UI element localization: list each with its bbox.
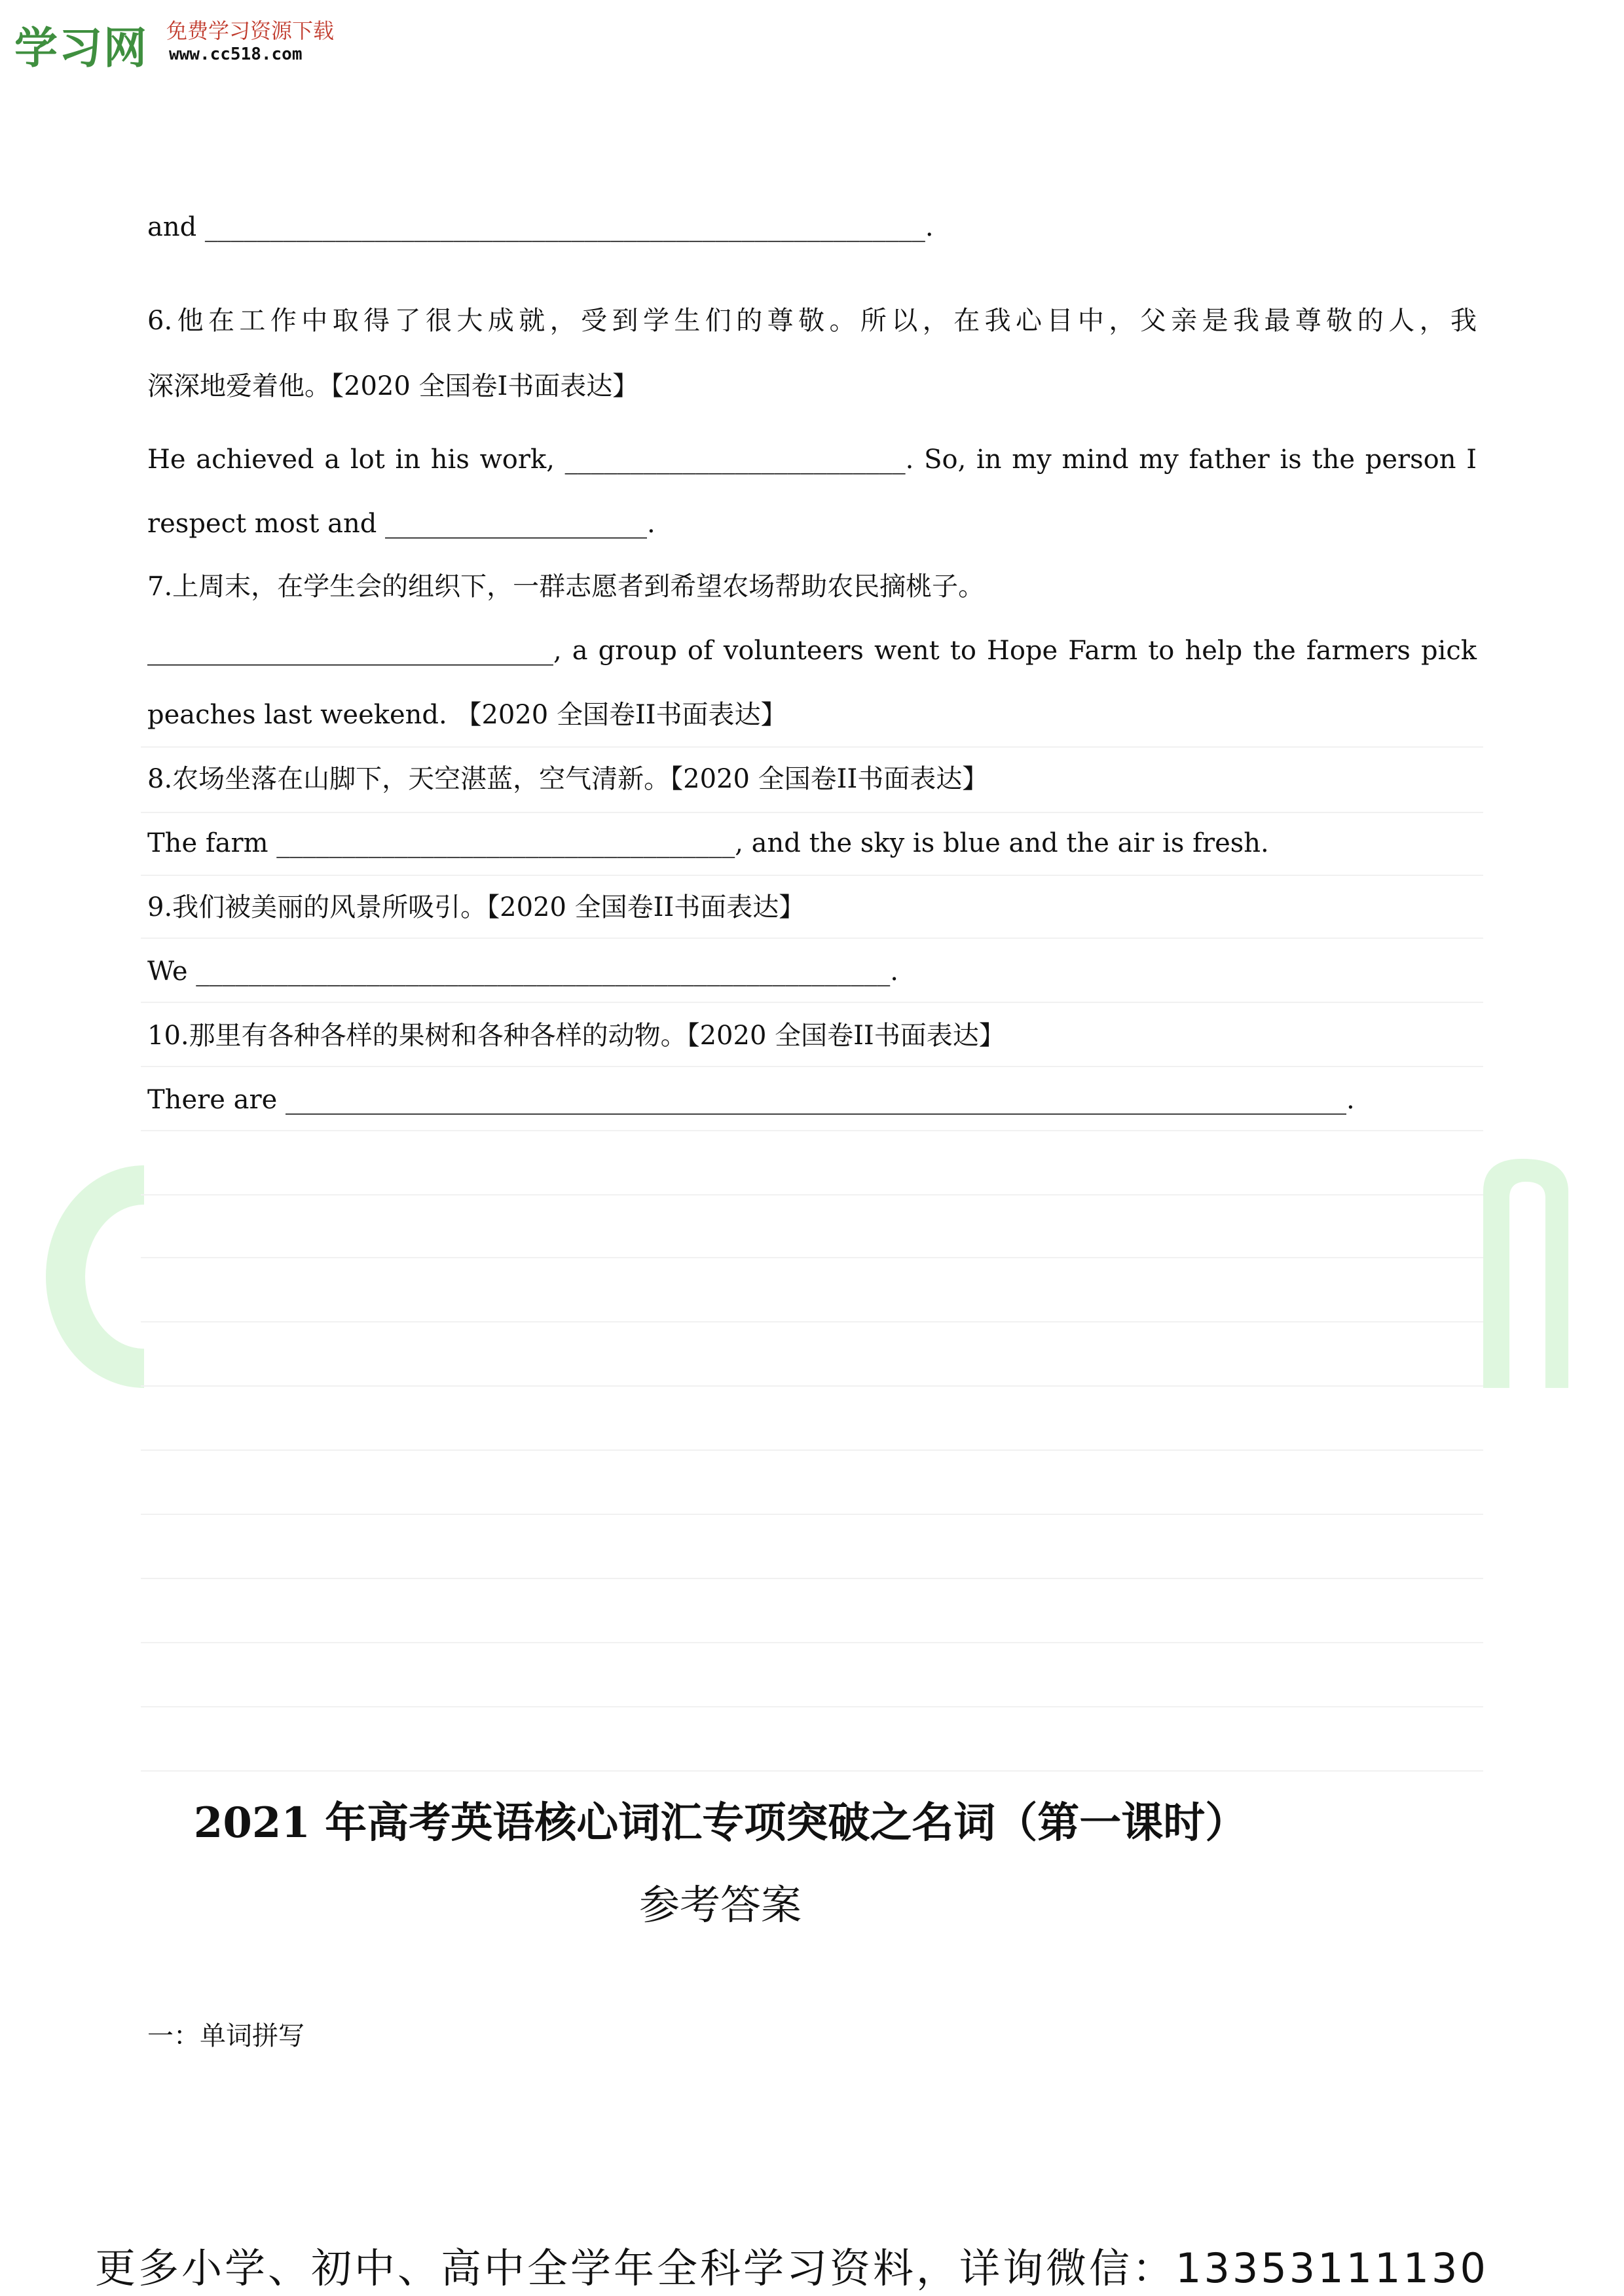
q6-chinese-line-1: 6.他在工作中取得了很大成就，受到学生们的尊敬。所以，在我心目中，父亲是我最尊敬的人，我 [147,306,1477,336]
answer-subtitle: 参考答案 [638,1881,802,1929]
rule-line [141,1385,1483,1387]
q7-chinese-line: 7.上周末，在学生会的组织下，一群志愿者到希望农场帮助农民摘桃子。 [147,572,985,602]
rule-line [141,812,1483,813]
rule-line [141,1321,1483,1322]
rule-line [141,1194,1483,1195]
rule-line [141,1002,1483,1003]
logo-text: 学习网 [14,23,148,73]
logo-tagline: 免费学习资源下载 [166,18,335,43]
rule-line [141,1770,1483,1772]
rule-line [141,1449,1483,1451]
q8-chinese-line: 8.农场坐落在山脚下，天空湛蓝，空气清新。【2020 全国卷II书面表达】 [147,764,989,794]
footer-contact: 更多小学、初中、高中全学年全科学习资料，详询微信：13353111130 [95,2244,1488,2292]
rule-line [141,1578,1483,1579]
watermark-left-arc [46,1152,177,1401]
q8-english-line: The farm ___________________________________, and the sky is blue and the air is fresh. [147,828,1269,858]
q10-english-line: There are _________________________________________________________________________________. [147,1085,1355,1115]
q7-english-line-1: _______________________________, a group of volunteers went to Hope Farm to help the farmers pick [147,636,1477,666]
rule-line [141,1706,1483,1707]
q6-chinese-line-2: 深深地爱着他。【2020 全国卷I书面表达】 [147,371,639,401]
q6-english-line-1: He achieved a lot in his work, __________________________. So, in my mind my father is the person I [147,445,1477,475]
rule-line [141,1130,1483,1131]
part-one-heading: 一：单词拼写 [147,2021,304,2051]
answer-title: 2021 年高考英语核心词汇专项突破之名词（第一课时） [193,1798,1247,1848]
rule-line [141,875,1483,876]
q9-chinese-line: 9.我们被美丽的风景所吸引。【2020 全国卷II书面表达】 [147,892,805,922]
rule-line [141,1642,1483,1643]
rule-line [141,938,1483,939]
q10-chinese-line: 10.那里有各种各样的果树和各种各样的动物。【2020 全国卷II书面表达】 [147,1021,1005,1051]
rule-line [141,746,1483,748]
q5-answer-line: and _______________________________________________________. [147,212,934,242]
q7-english-line-2: peaches last weekend. 【2020 全国卷II书面表达】 [147,700,787,730]
logo-url: www.cc518.com [169,45,303,64]
watermark-right-n [1470,1152,1588,1401]
q9-english-line: We _____________________________________________________. [147,957,898,987]
rule-line [141,1066,1483,1067]
rule-line [141,1257,1483,1258]
rule-line [141,1514,1483,1515]
q6-english-line-2: respect most and ____________________. [147,509,655,539]
